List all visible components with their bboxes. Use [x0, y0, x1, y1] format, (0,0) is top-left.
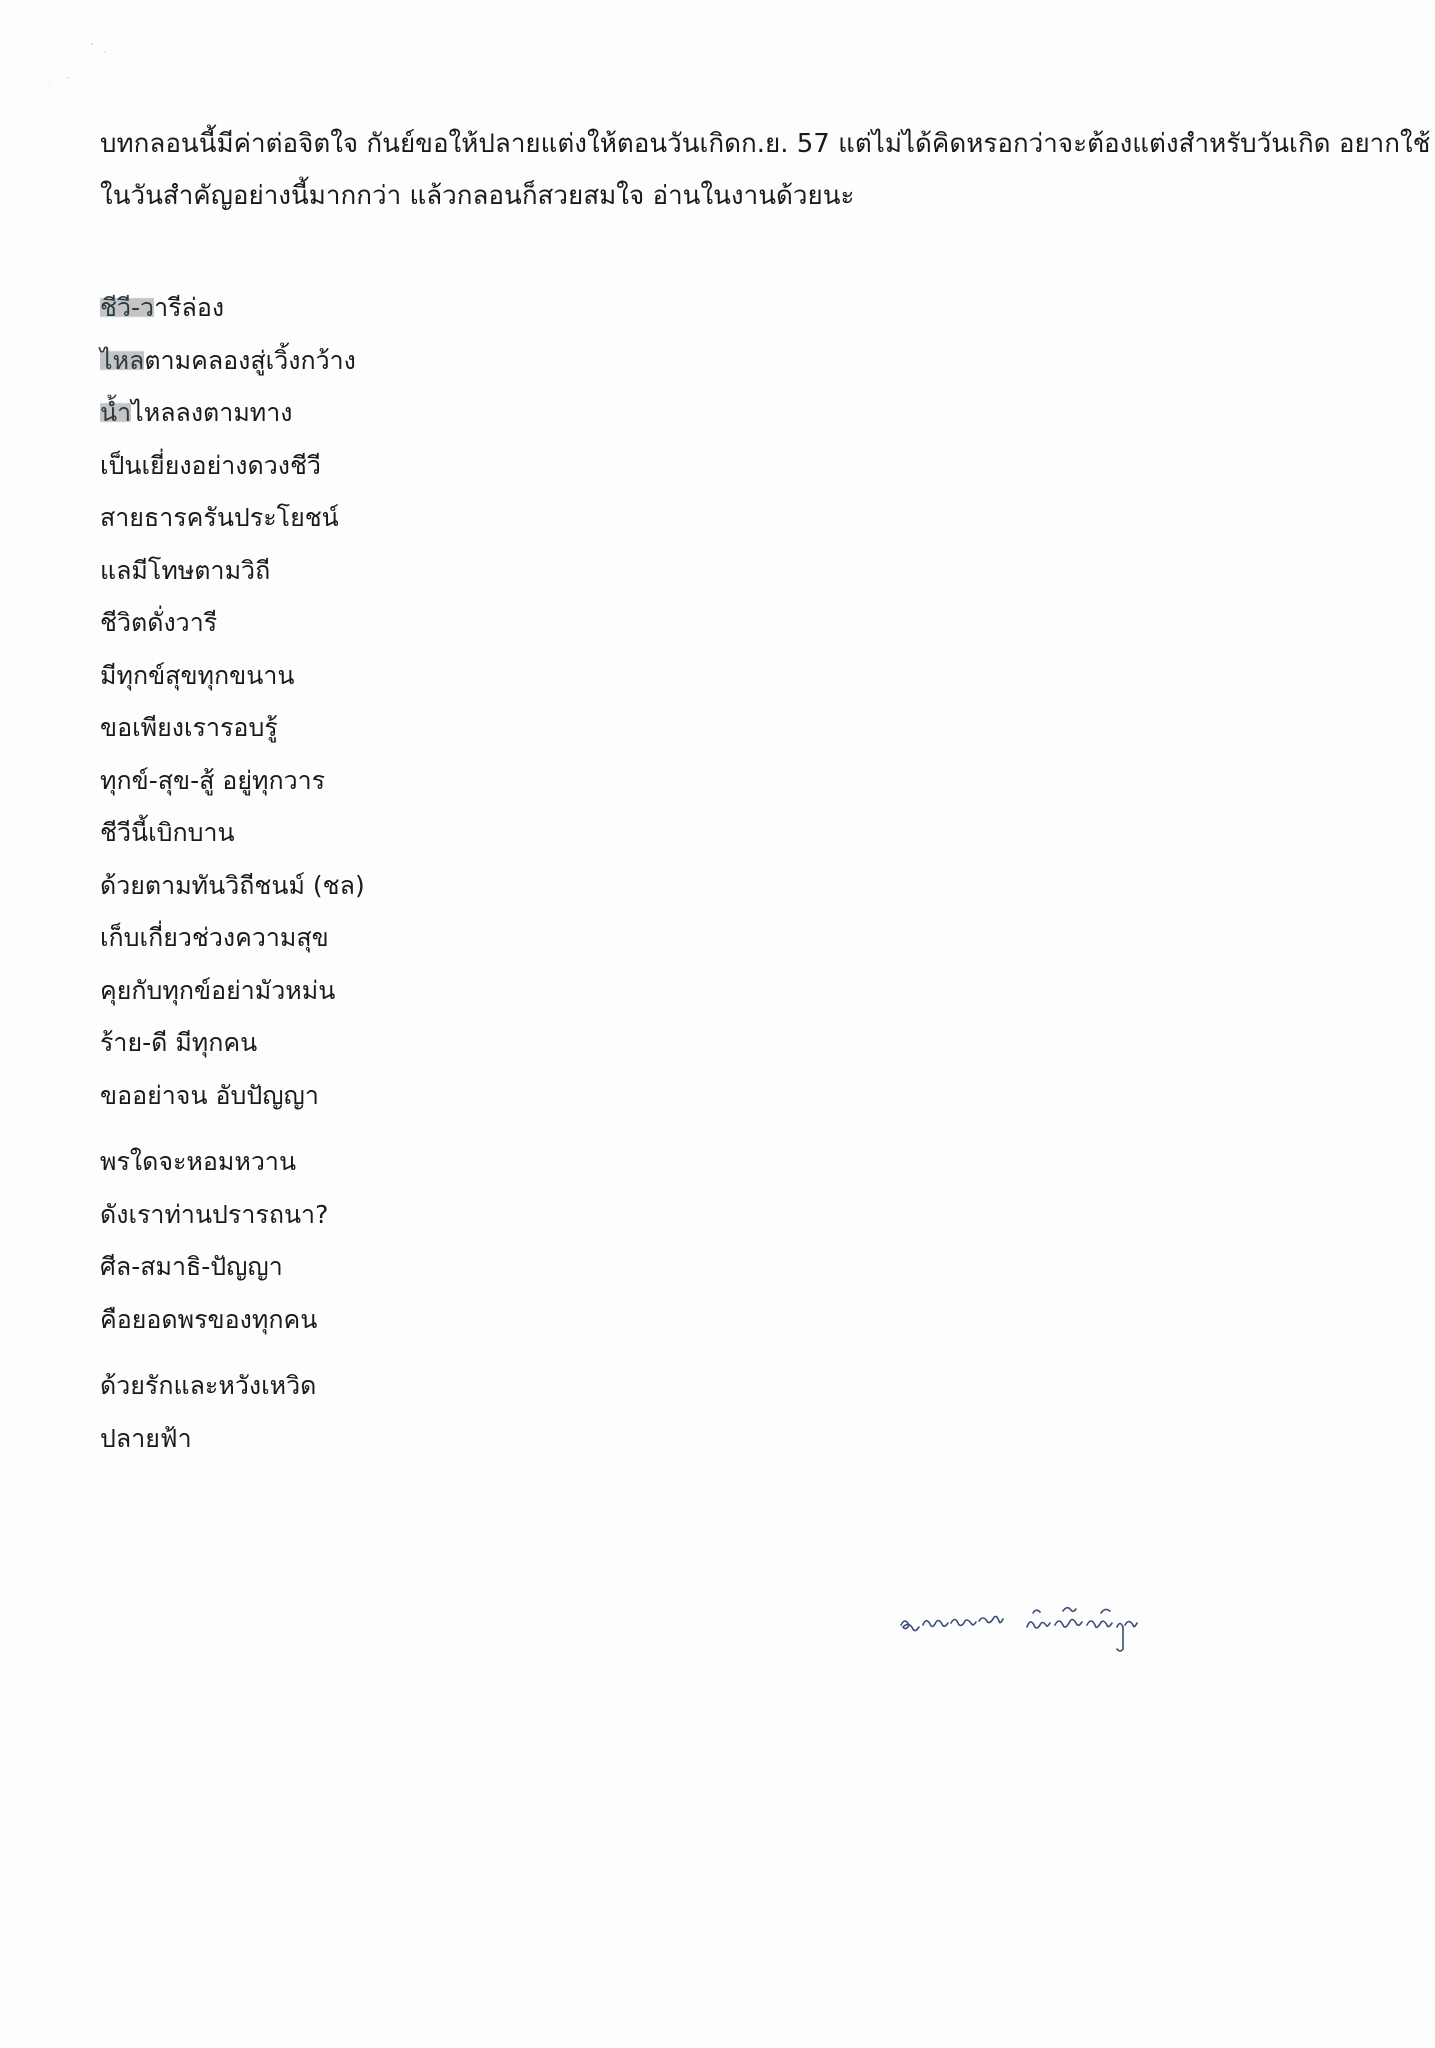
poem-line: แลมีโทษตามวิถี [100, 555, 271, 585]
poem-line: ศีล-สมาธิ-ปัญญา [100, 1252, 283, 1281]
handwritten-signature [895, 1585, 1155, 1665]
poem-line: มีทุกข์สุขทุกขนาน [100, 660, 295, 690]
poem-line: ทุกข์-สุข-สู้ อยู่ทุกวาร [100, 765, 326, 795]
poem-line: ดังเราท่านปรารถนา? [100, 1199, 329, 1229]
poem-line: เก็บเกี่ยวช่วงความสุข [100, 923, 329, 952]
highlighted-text: น้ำ [100, 398, 132, 427]
poem-line: คุยกับทุกข์อย่ามัวหม่น [100, 975, 336, 1005]
highlighted-text: ชีวี-ว [100, 293, 155, 322]
poem-line: สายธารครันประโยชน์ [100, 503, 339, 532]
poem-line: น้ำไหลลงตามทาง [100, 398, 293, 427]
poem-line: ร้าย-ดี มีทุกคน [100, 1028, 258, 1057]
poem-line: ชีวี-วารีล่อง [100, 293, 225, 322]
poem-line: ไหลตามคลองสู่เวิ้งกว้าง [100, 345, 356, 375]
stanza-gap [100, 1346, 800, 1360]
intro-line: บทกลอนนี้มีค่าต่อจิตใจ กันย์ขอให้ปลายแต่งให้ตอนวันเกิดก.ย. 57 แต่ไม่ได้คิดหรอกว่าจะต้องแต่งสำหรับวันเกิด อยากใช้ [100, 129, 1431, 159]
poem-line: เป็นเยี่ยงอย่างดวงชีวี [100, 450, 321, 480]
poem-line: ด้วยตามทันวิถีชนม์ (ชล) [100, 870, 365, 900]
poem-line: ขอเพียงเรารอบรู้ [100, 713, 278, 742]
poem-line: ชีวีนี้เบิกบาน [100, 818, 235, 847]
highlighted-text: ไหล [100, 345, 145, 375]
poem [100, 282, 800, 1465]
intro-paragraph [100, 118, 1431, 222]
poem-line: ขออย่าจน อับปัญญา [100, 1080, 319, 1110]
author-name: ปลายฟ้า [100, 1423, 192, 1453]
poem-line: คือยอดพรของทุกคน [100, 1304, 318, 1334]
closing-line: ด้วยรักและหวังเหวิด [100, 1371, 317, 1400]
scan-specks [40, 30, 120, 90]
intro-line: ในวันสำคัญอย่างนี้มากกว่า แล้วกลอนก็สวยสมใจ อ่านในงานด้วยนะ [100, 181, 855, 211]
poem-line: พรใดจะหอมหวาน [100, 1147, 297, 1176]
stanza-gap [100, 1122, 800, 1136]
poem-line: ชีวิตดั่งวารี [100, 608, 218, 637]
